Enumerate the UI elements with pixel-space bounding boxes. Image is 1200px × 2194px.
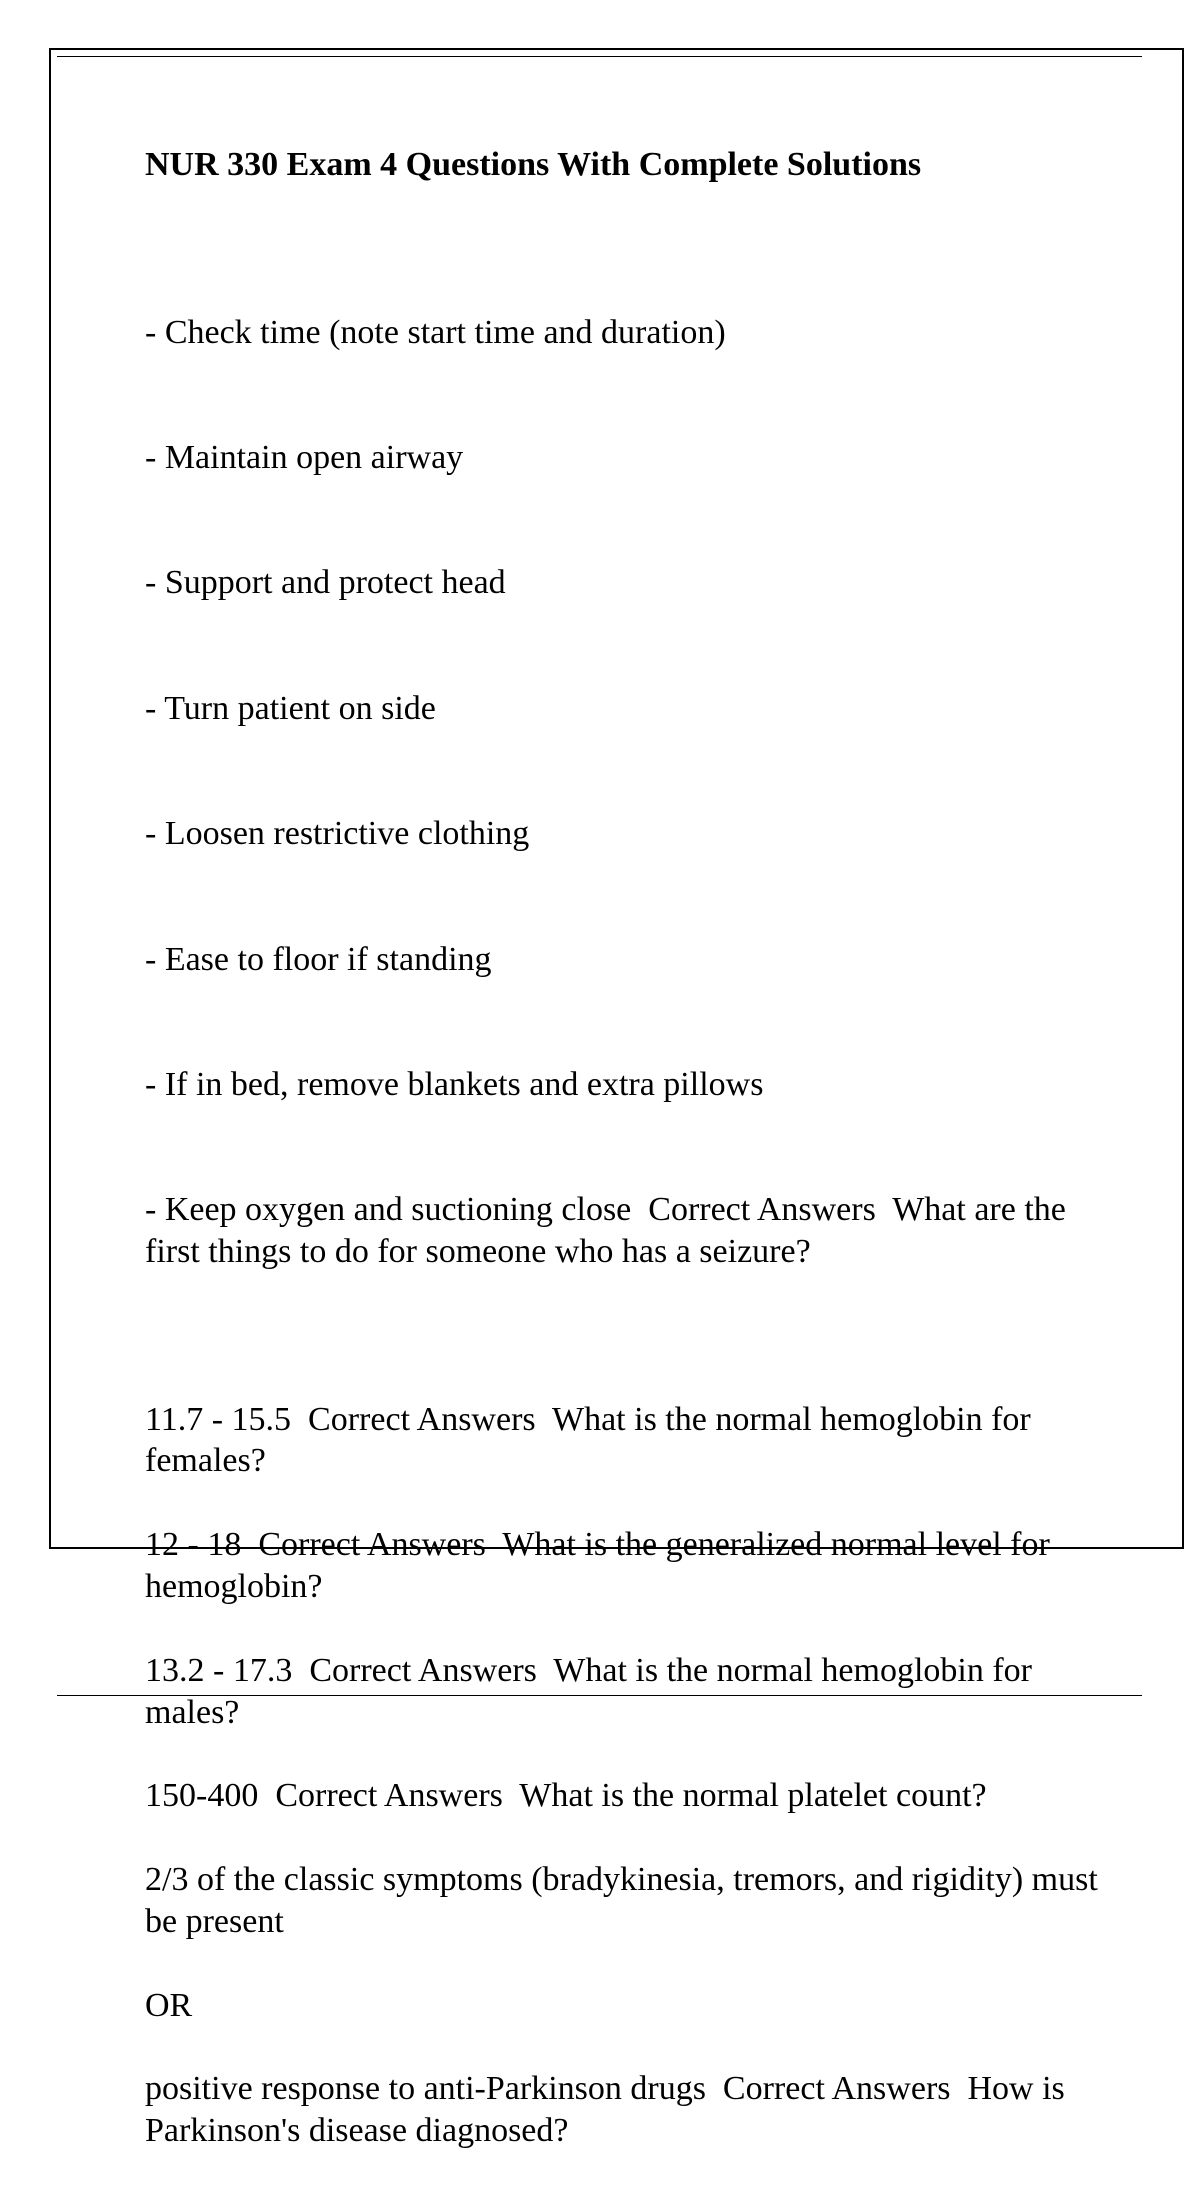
seizure-answer-block [145,228,1105,1357]
footer-rule [57,1695,1142,1696]
qa-item-parkinsons-criteria: 2/3 of the classic symptoms (bradykinesia, tremors, and rigidity) must be present [145,1861,1107,1940]
seizure-step: - If in bed, remove blankets and extra pillows [145,1065,764,1103]
seizure-step: - Loosen restrictive clothing [145,815,530,853]
document-body [145,144,1105,2194]
qa-item-platelet-count: 150-400 Correct Answers What is the normal platelet count? [145,1777,987,1815]
document-title: NUR 330 Exam 4 Questions With Complete Solutions [145,146,922,183]
seizure-step: - Turn patient on side [145,689,436,727]
qa-item-hemoglobin-males: 13.2 - 17.3 Correct Answers What is the normal hemoglobin for males? [145,1651,1041,1731]
qa-item-hemoglobin-females: 11.7 - 15.5 Correct Answers What is the normal hemoglobin for females? [145,1400,1040,1480]
qa-item-hemoglobin-general: 12 - 18 Correct Answers What is the generalized normal level for hemoglobin? [145,1526,1059,1605]
seizure-step: - Ease to floor if standing [145,940,492,978]
qa-item-or: OR [145,1986,193,2024]
seizure-step: - Maintain open airway [145,438,464,476]
seizure-step: - Support and protect head [145,564,506,602]
seizure-step: - Check time (note start time and duration) [145,313,726,351]
qa-item-parkinsons-diagnosis: positive response to anti-Parkinson drugs Correct Answers How is Parkinson's disease diagnosed? [145,2070,1074,2150]
seizure-question: - Keep oxygen and suctioning close Correct Answers What are the first things to do for someone who has a seizure? [145,1191,1075,1271]
